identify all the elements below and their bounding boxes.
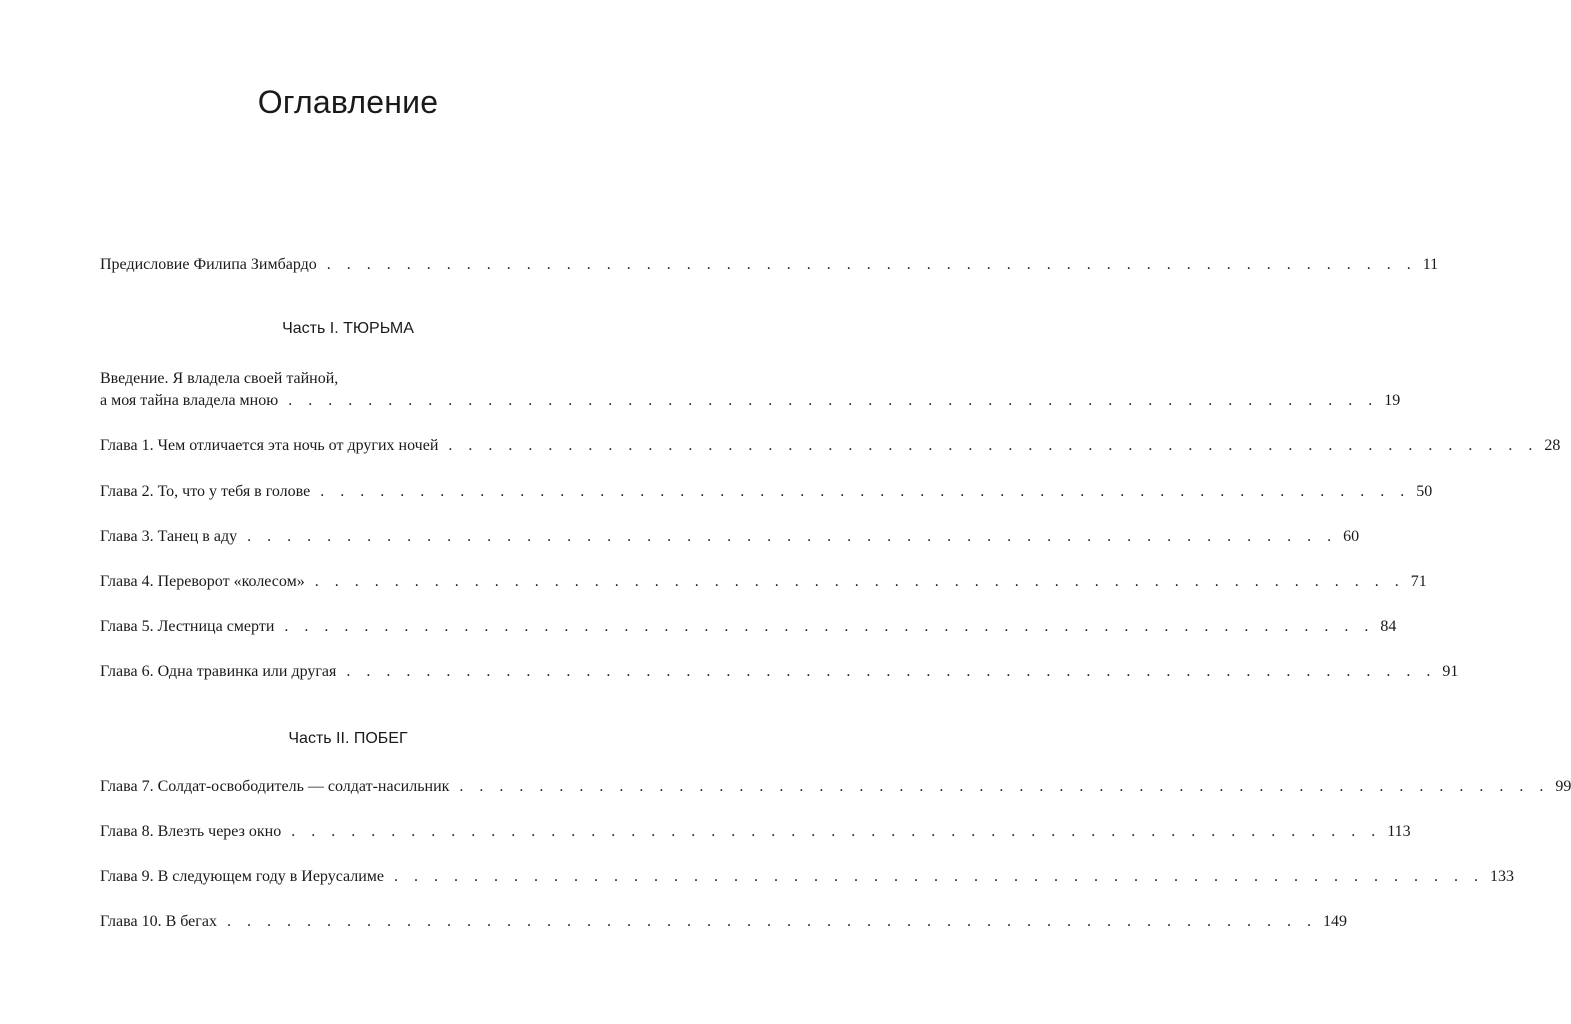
toc-entry-page: 28	[1544, 437, 1561, 454]
toc-entry-chapter-4[interactable]	[100, 571, 1427, 593]
toc-entry-chapter-5[interactable]	[100, 616, 1397, 638]
toc-entry-label: Глава 4. Переворот «колесом»	[100, 573, 305, 590]
dot-leader: . . . . . . . . . . . . . . . . . . . . . . . . . . . . . . . . . . . . . . . . . . . . . . . . . . . . . . .	[326, 256, 1417, 273]
dot-leader: . . . . . . . . . . . . . . . . . . . . . . . . . . . . . . . . . . . . . . . . . . . . . . . . . . . . . . .	[226, 913, 1317, 930]
toc-entry-chapter-10[interactable]	[100, 911, 1347, 933]
toc-entry-introduction[interactable]	[100, 368, 1401, 412]
toc-entry-preface[interactable]	[100, 254, 1439, 276]
toc-entry-chapter-2[interactable]	[100, 481, 1433, 503]
toc-entry-page: 60	[1343, 528, 1360, 545]
toc-entry-chapter-6[interactable]	[100, 661, 1459, 683]
dot-leader: . . . . . . . . . . . . . . . . . . . . . . . . . . . . . . . . . . . . . . . . . . . . . . . . . . . . . . .	[288, 392, 1379, 409]
toc-entry-label: Глава 5. Лестница смерти	[100, 618, 275, 635]
toc-entry-label-line1: Введение. Я владела своей тайной,	[100, 370, 339, 387]
dot-leader: . . . . . . . . . . . . . . . . . . . . . . . . . . . . . . . . . . . . . . . . . . . . . . . . . . . . . . .	[320, 483, 1411, 500]
dot-leader: . . . . . . . . . . . . . . . . . . . . . . . . . . . . . . . . . . . . . . . . . . . . . . . . . . . . . . .	[314, 573, 1405, 590]
toc-entry-label: Глава 7. Солдат-освободитель — солдат-насильник	[100, 778, 450, 795]
toc-entry-chapter-1[interactable]	[100, 435, 1561, 457]
toc-entry-chapter-3[interactable]	[100, 526, 1360, 548]
toc-entry-label: Глава 8. Влезть через окно	[100, 823, 282, 840]
toc-entry-page: 113	[1387, 823, 1411, 840]
toc-entry-page: 11	[1422, 256, 1439, 273]
toc-entry-page: 84	[1380, 618, 1397, 635]
toc-entry-page: 91	[1442, 663, 1459, 680]
part-heading-1: Часть I. ТЮРЬМА	[282, 320, 414, 337]
dot-leader: . . . . . . . . . . . . . . . . . . . . . . . . . . . . . . . . . . . . . . . . . . . . . . . . . . . . . . .	[448, 437, 1539, 454]
toc-entry-label: Глава 6. Одна травинка или другая	[100, 663, 337, 680]
dot-leader: . . . . . . . . . . . . . . . . . . . . . . . . . . . . . . . . . . . . . . . . . . . . . . . . . . . . . . .	[284, 618, 1375, 635]
toc-entry-label-line2: а моя тайна владела мною	[100, 392, 279, 409]
toc-entry-label: Глава 1. Чем отличается эта ночь от других ночей	[100, 437, 439, 454]
toc-entry-page: 133	[1490, 868, 1515, 885]
toc-entry-label: Глава 3. Танец в аду	[100, 528, 238, 545]
toc-entry-page: 50	[1416, 483, 1433, 500]
dot-leader: . . . . . . . . . . . . . . . . . . . . . . . . . . . . . . . . . . . . . . . . . . . . . . . . . . . . . . .	[247, 528, 1338, 545]
toc-entry-page: 71	[1410, 573, 1427, 590]
dot-leader: . . . . . . . . . . . . . . . . . . . . . . . . . . . . . . . . . . . . . . . . . . . . . . . . . . . . . . .	[394, 868, 1485, 885]
toc-entry-label: Предисловие Филипа Зимбардо	[100, 256, 317, 273]
toc-entry-label: Глава 10. В бегах	[100, 913, 217, 930]
toc-entry-chapter-8[interactable]	[100, 821, 1411, 843]
toc-entry-page: 99	[1555, 778, 1571, 795]
part-heading-2: Часть II. ПОБЕГ	[288, 730, 408, 747]
toc-entry-chapter-9[interactable]	[100, 866, 1515, 888]
toc-entry-label: Глава 9. В следующем году в Иерусалиме	[100, 868, 385, 885]
toc-entry-chapter-7[interactable]	[100, 776, 1571, 798]
dot-leader: . . . . . . . . . . . . . . . . . . . . . . . . . . . . . . . . . . . . . . . . . . . . . . . . . . . . . . .	[346, 663, 1437, 680]
dot-leader: . . . . . . . . . . . . . . . . . . . . . . . . . . . . . . . . . . . . . . . . . . . . . . . . . . . . . . .	[291, 823, 1382, 840]
toc-entry-page: 19	[1384, 392, 1401, 409]
dot-leader: . . . . . . . . . . . . . . . . . . . . . . . . . . . . . . . . . . . . . . . . . . . . . . . . . . . . . . .	[459, 778, 1550, 795]
page-title: Оглавление	[257, 84, 439, 120]
toc-entry-label: Глава 2. То, что у тебя в голове	[100, 483, 311, 500]
toc-entry-page: 149	[1322, 913, 1347, 930]
